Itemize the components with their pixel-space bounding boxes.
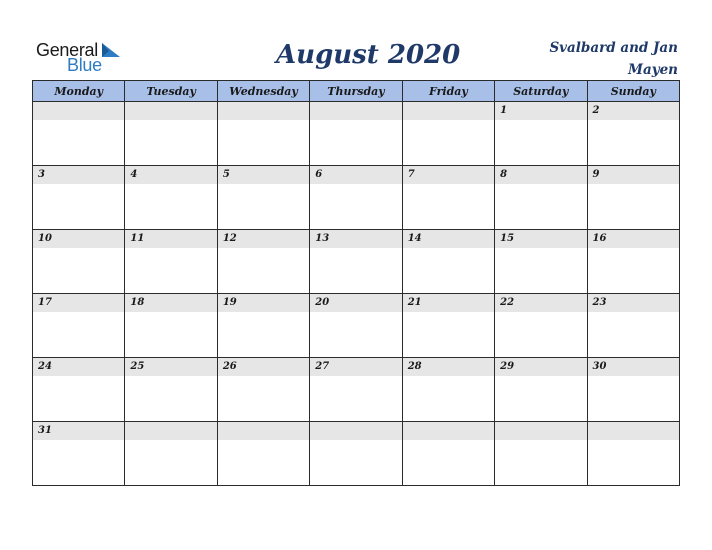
day-number <box>495 422 586 440</box>
day-cell <box>33 230 125 294</box>
day-number: 8 <box>495 166 586 184</box>
day-cell <box>495 358 587 422</box>
day-number: 13 <box>310 230 401 248</box>
day-cell <box>587 102 679 166</box>
weekday-header: Sunday <box>587 81 679 102</box>
day-cell <box>217 422 309 486</box>
day-number: 7 <box>403 166 494 184</box>
day-cell <box>402 422 494 486</box>
day-number <box>403 102 494 120</box>
day-number: 6 <box>310 166 401 184</box>
day-cell <box>495 230 587 294</box>
day-cell <box>125 102 217 166</box>
day-number: 4 <box>125 166 216 184</box>
weekday-header-row <box>33 81 680 102</box>
week-row <box>33 358 680 422</box>
day-cell <box>217 294 309 358</box>
day-number: 5 <box>218 166 309 184</box>
day-cell <box>310 230 402 294</box>
day-cell <box>495 422 587 486</box>
week-row <box>33 230 680 294</box>
day-cell <box>217 102 309 166</box>
day-number: 2 <box>588 102 679 120</box>
day-number: 16 <box>588 230 679 248</box>
weekday-header: Saturday <box>495 81 587 102</box>
day-number <box>125 422 216 440</box>
day-number: 21 <box>403 294 494 312</box>
day-cell <box>217 166 309 230</box>
day-cell <box>310 422 402 486</box>
day-cell <box>125 230 217 294</box>
day-number <box>125 102 216 120</box>
day-cell <box>587 294 679 358</box>
day-number: 27 <box>310 358 401 376</box>
day-number <box>33 102 124 120</box>
week-row <box>33 102 680 166</box>
day-cell <box>310 166 402 230</box>
day-number <box>310 422 401 440</box>
week-row <box>33 294 680 358</box>
day-cell <box>402 230 494 294</box>
day-cell <box>125 422 217 486</box>
day-cell <box>217 358 309 422</box>
day-number: 10 <box>33 230 124 248</box>
day-cell <box>495 166 587 230</box>
day-cell <box>587 422 679 486</box>
weekday-header: Thursday <box>310 81 402 102</box>
day-number: 31 <box>33 422 124 440</box>
day-cell <box>310 294 402 358</box>
region-name-line-1: Svalbard and Jan <box>549 40 678 56</box>
day-number <box>310 102 401 120</box>
day-cell <box>217 230 309 294</box>
day-cell <box>33 294 125 358</box>
day-number: 15 <box>495 230 586 248</box>
day-cell <box>33 102 125 166</box>
day-number: 17 <box>33 294 124 312</box>
day-number: 28 <box>403 358 494 376</box>
day-cell <box>125 294 217 358</box>
day-cell <box>495 102 587 166</box>
day-number: 22 <box>495 294 586 312</box>
logo-text-blue: Blue <box>67 55 102 75</box>
page-title: August 2020 <box>276 40 461 70</box>
day-cell <box>125 166 217 230</box>
logo-flag-icon <box>100 42 122 58</box>
day-number: 26 <box>218 358 309 376</box>
day-number: 11 <box>125 230 216 248</box>
day-number: 30 <box>588 358 679 376</box>
day-cell <box>310 102 402 166</box>
logo-text-general: General <box>36 40 98 60</box>
day-number: 29 <box>495 358 586 376</box>
week-row <box>33 422 680 486</box>
day-number: 24 <box>33 358 124 376</box>
day-cell <box>402 358 494 422</box>
day-cell <box>310 358 402 422</box>
day-number: 12 <box>218 230 309 248</box>
calendar-grid <box>32 80 680 486</box>
day-number: 9 <box>588 166 679 184</box>
weekday-header: Monday <box>33 81 125 102</box>
day-number: 14 <box>403 230 494 248</box>
day-number <box>403 422 494 440</box>
day-cell <box>125 358 217 422</box>
day-cell <box>402 166 494 230</box>
day-number: 25 <box>125 358 216 376</box>
day-number: 18 <box>125 294 216 312</box>
day-cell <box>587 166 679 230</box>
day-number <box>588 422 679 440</box>
region-name-line-2: Mayen <box>628 62 678 78</box>
day-cell <box>33 422 125 486</box>
day-number: 23 <box>588 294 679 312</box>
week-row <box>33 166 680 230</box>
day-number: 20 <box>310 294 401 312</box>
day-number: 3 <box>33 166 124 184</box>
weekday-header: Friday <box>402 81 494 102</box>
day-cell <box>587 230 679 294</box>
day-number: 19 <box>218 294 309 312</box>
day-number <box>218 422 309 440</box>
day-cell <box>587 358 679 422</box>
generalblue-logo <box>36 40 136 76</box>
day-cell <box>402 294 494 358</box>
day-number <box>218 102 309 120</box>
day-cell <box>33 166 125 230</box>
day-number: 1 <box>495 102 586 120</box>
day-cell <box>33 358 125 422</box>
weekday-header: Wednesday <box>217 81 309 102</box>
weekday-header: Tuesday <box>125 81 217 102</box>
day-cell <box>402 102 494 166</box>
region-name <box>520 37 678 81</box>
day-cell <box>495 294 587 358</box>
